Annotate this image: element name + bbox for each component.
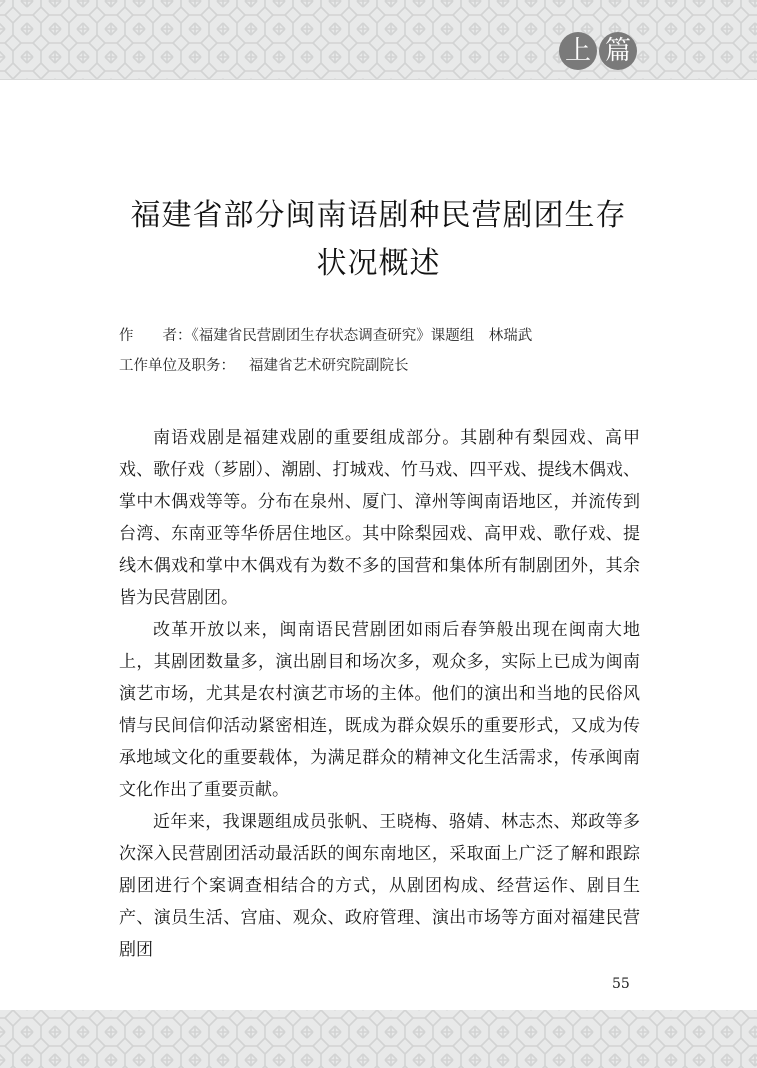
body-paragraph-3: 近年来，我课题组成员张帆、王晓梅、骆婧、林志杰、郑政等多次深入民营剧团活动最活跃的闽东南地区，采取面上广泛了解和跟踪剧团进行个案调查相结合的方式，从剧团构成、经营运作、剧目生产、演员生活、宫庙、观众、政府管理、演出市场等方面对福建民营剧团 (119, 812, 640, 960)
author-label: 作 者： (119, 328, 192, 344)
lattice-pattern (0, 0, 757, 79)
body-paragraph-1: 南语戏剧是福建戏剧的重要组成部分。其剧种有梨园戏、高甲戏、歌仔戏（芗剧）、潮剧、打城戏、竹马戏、四平戏、提线木偶戏、掌中木偶戏等等。分布在泉州、厦门、漳州等闽南语地区，并流传到台湾、东南亚等华侨居住地区。其中除梨园戏、高甲戏、歌仔戏、提线木偶戏和掌中木偶戏有为数不多的国营和集体所有制剧团外，其余皆为民营剧团。 (119, 428, 640, 608)
body-paragraph-2: 改革开放以来，闽南语民营剧团如雨后春笋般出现在闽南大地上，其剧团数量多，演出剧目和场次多，观众多，实际上已成为闽南演艺市场，尤其是农村演艺市场的主体。他们的演出和当地的民俗风情与民间信仰活动紧密相连，既成为群众娱乐的重要形式，又成为传承地域文化的重要载体，为满足群众的精神文化生活需求，传承闽南文化作出了重要贡献。 (119, 620, 640, 800)
article-body (119, 422, 640, 966)
author-line (119, 324, 532, 345)
section-badge-second-char: 篇 (599, 32, 637, 70)
footer-pattern-band (0, 1010, 757, 1068)
affiliation-line (119, 354, 409, 375)
header-pattern-band (0, 0, 757, 80)
affiliation-value: 福建省艺术研究院副院长 (249, 358, 409, 374)
page-number: 55 (612, 976, 630, 992)
article-title-line-2: 状况概述 (316, 246, 441, 281)
section-badge-first-char: 上 (559, 32, 597, 70)
article-title-line-1: 福建省部分闽南语剧种民营剧团生存 (130, 198, 627, 233)
affiliation-label: 工作单位及职务： (119, 358, 235, 374)
lattice-pattern (0, 1010, 757, 1068)
author-value: 《福建省民营剧团生存状态调查研究》课题组 林瑞武 (191, 328, 533, 344)
